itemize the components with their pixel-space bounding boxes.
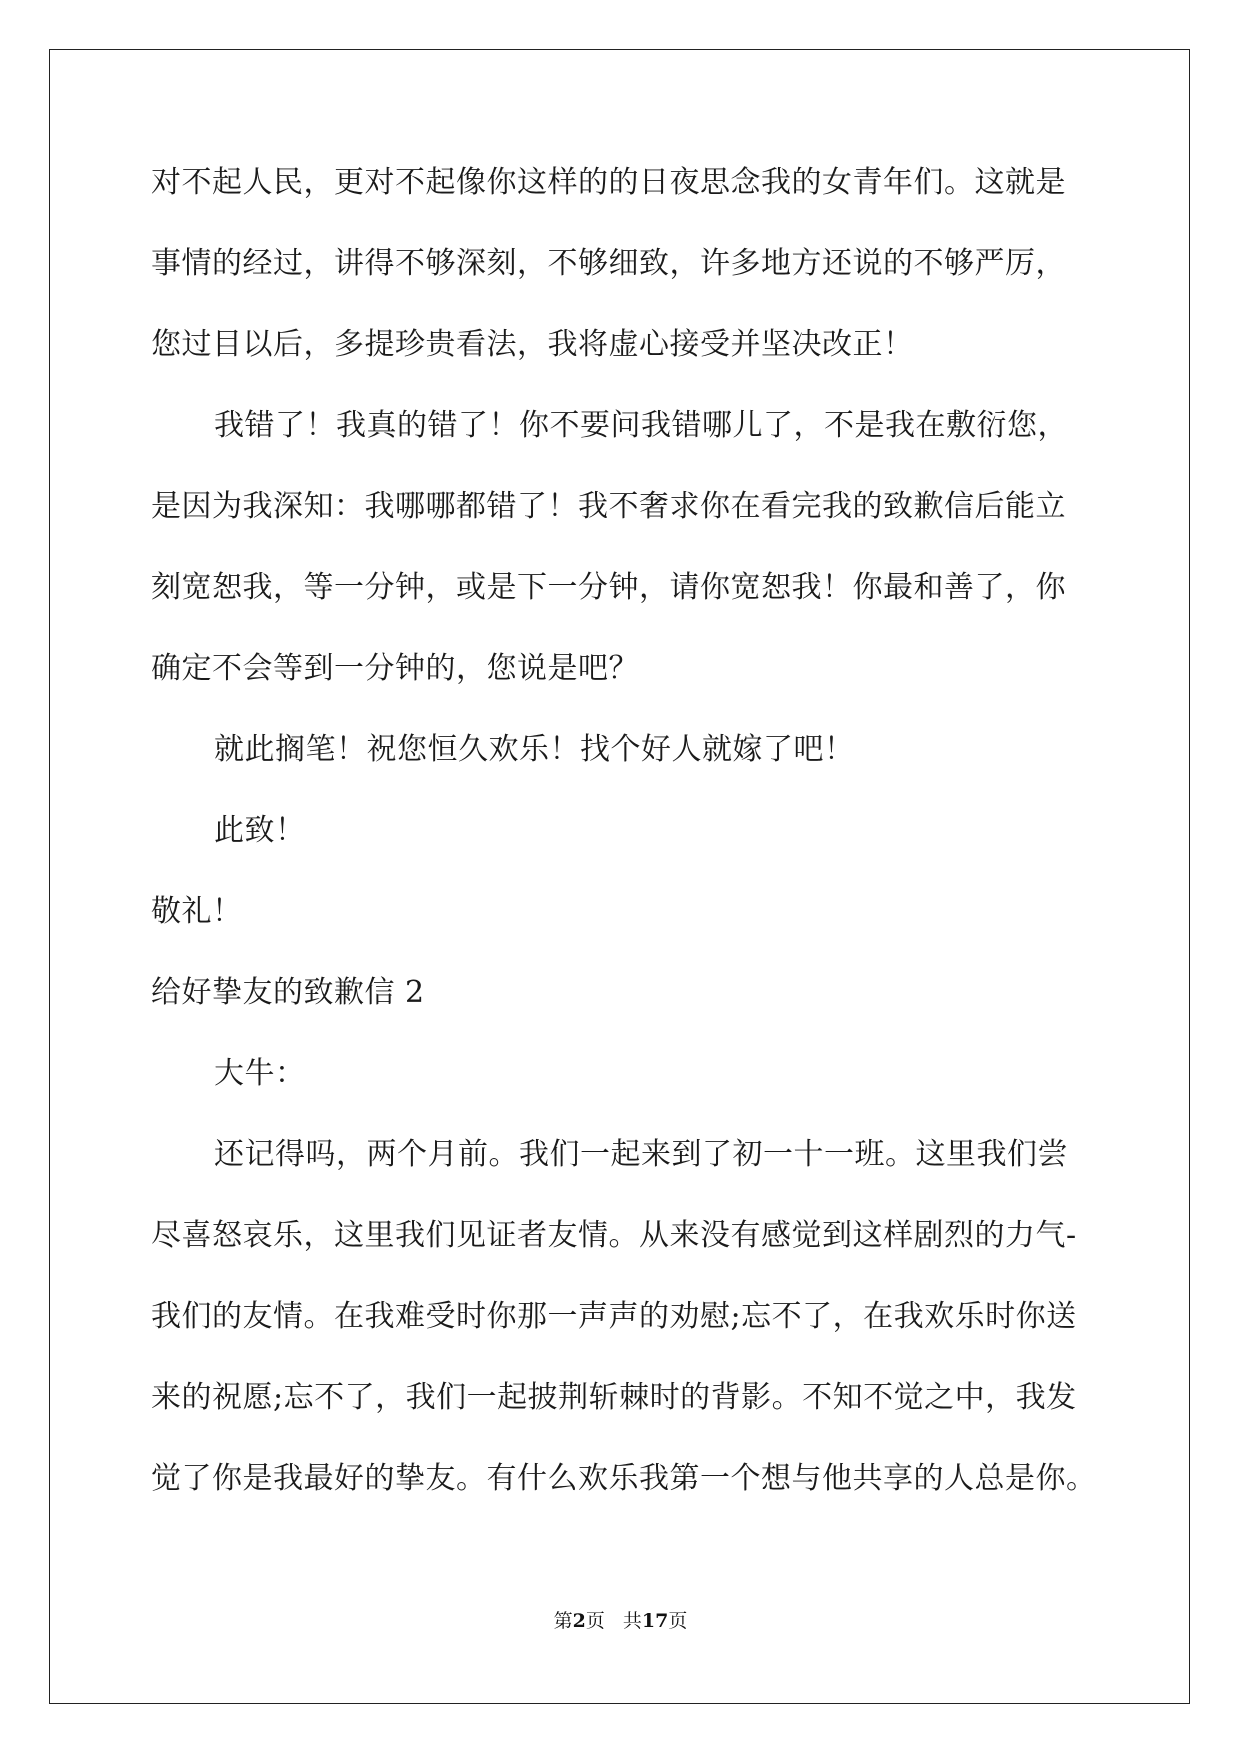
footer-total-unit: 页	[668, 1610, 688, 1632]
body-line-1: 对不起人民，更对不起像你这样的的日夜思念我的女青年们。这就是	[151, 165, 1066, 200]
body-line-6: 刻宽恕我，等一分钟，或是下一分钟，请你宽恕我！你最和善了，你	[151, 570, 1066, 605]
body-line-7: 确定不会等到一分钟的，您说是吧？	[151, 651, 639, 686]
footer-page-unit: 页	[585, 1610, 605, 1632]
body-line-5: 是因为我深知：我哪哪都错了！我不奢求你在看完我的致歉信后能立	[151, 489, 1066, 524]
section-heading: 给好挚友的致歉信 2	[151, 975, 425, 1010]
salutation-ci-zhi: 此致！	[214, 813, 306, 848]
closing-wish: 就此搁笔！祝您恒久欢乐！找个好人就嫁了吧！	[214, 732, 855, 767]
footer-total-pages: 17	[641, 1610, 669, 1632]
letter-recipient: 大牛：	[214, 1056, 306, 1091]
body-line-13: 还记得吗，两个月前。我们一起来到了初一十一班。这里我们尝	[214, 1137, 1068, 1172]
footer-current-page: 2	[572, 1610, 586, 1632]
body-line-3: 您过目以后，多提珍贵看法，我将虚心接受并坚决改正！	[151, 327, 914, 362]
body-line-17: 觉了你是我最好的挚友。有什么欢乐我第一个想与他共享的人总是你。	[151, 1461, 1097, 1496]
body-line-15: 我们的友情。在我难受时你那一声声的劝慰;忘不了，在我欢乐时你送	[151, 1299, 1077, 1334]
body-line-2: 事情的经过，讲得不够深刻，不够细致，许多地方还说的不够严厉，	[151, 246, 1066, 281]
body-line-4: 我错了！我真的错了！你不要问我错哪儿了，不是我在敷衍您，	[214, 408, 1068, 443]
document-body	[151, 163, 1111, 1540]
page-footer	[0, 1609, 1241, 1633]
body-line-16: 来的祝愿;忘不了，我们一起披荆斩棘时的背影。不知不觉之中，我发	[151, 1380, 1077, 1415]
salutation-jing-li: 敬礼！	[151, 894, 243, 929]
footer-prefix: 第	[553, 1610, 573, 1632]
footer-total-prefix: 共	[622, 1610, 642, 1632]
body-line-14: 尽喜怒哀乐，这里我们见证者友情。从来没有感觉到这样剧烈的力气-	[151, 1218, 1077, 1253]
